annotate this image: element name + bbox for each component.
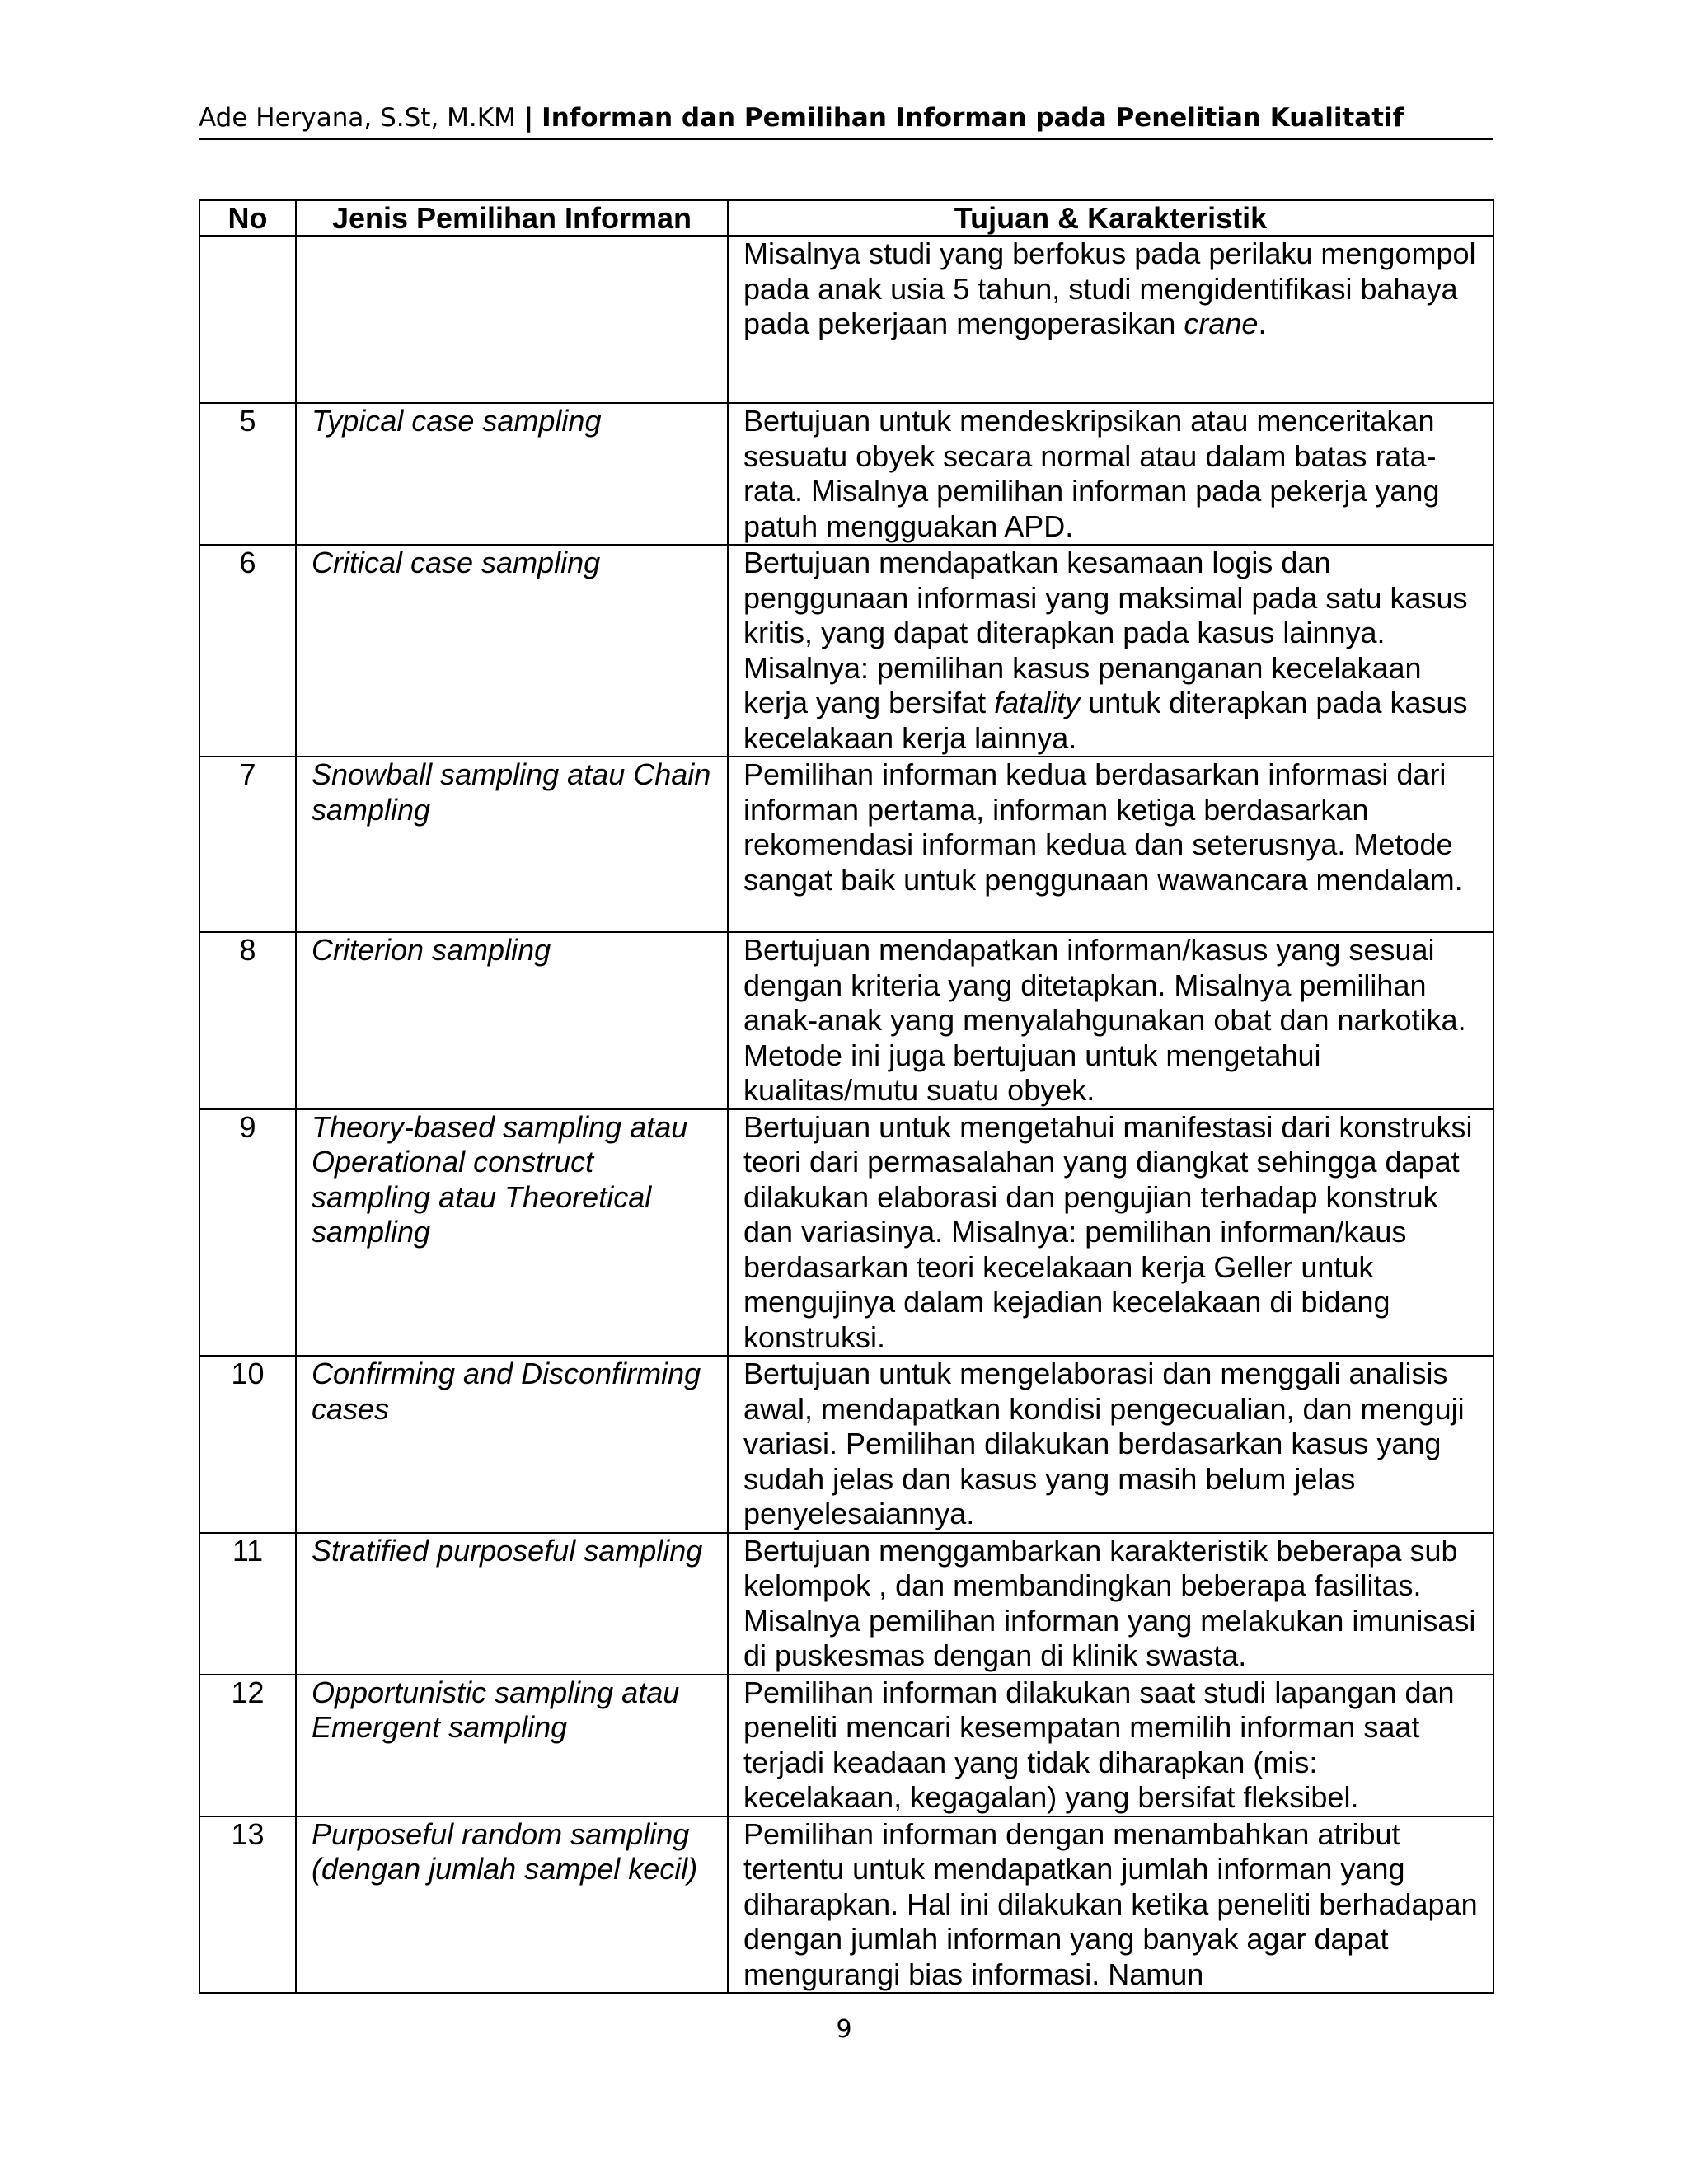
page-header (199, 97, 1493, 140)
table-row (199, 932, 1493, 1109)
row-tujuan-emphasis: fatality (994, 686, 1081, 719)
row-no: 10 (199, 1356, 296, 1533)
header-separator: | (523, 103, 534, 133)
table-row (199, 1675, 1493, 1816)
informan-table (199, 199, 1494, 1994)
row-jenis: Opportunistic sampling atau Emergent sampling (296, 1675, 728, 1816)
row-tujuan: Bertujuan menggambarkan karakteristik beberapa sub kelompok , dan membandingkan beberapa fasilitas. Misalnya pemilihan informan yang melakukan imunisasi di puskesmas dengan di klinik swasta. (728, 1533, 1493, 1675)
row-no: 7 (199, 757, 296, 932)
column-header-jenis: Jenis Pemilihan Informan (296, 200, 728, 236)
row-no: 13 (199, 1816, 296, 1994)
row-no (199, 236, 296, 403)
row-no: 6 (199, 545, 296, 757)
row-tujuan (728, 236, 1493, 403)
row-tujuan-text: Bertujuan mendapatkan kesamaan logis dan penggunaan informasi yang maksimal pada satu kasus kritis, yang dapat diterapkan pada kasus lainnya. Misalnya: pemilihan kasus penanganan kecelakaan kerja yang bersifat (743, 546, 1468, 719)
row-jenis: Criterion sampling (296, 932, 728, 1109)
row-tujuan: Bertujuan untuk mengelaborasi dan menggali analisis awal, mendapatkan kondisi pengecualian, dan menguji variasi. Pemilihan dilakukan berdasarkan kasus yang sudah jelas dan kasus yang masih belum jelas penyelesaiannya. (728, 1356, 1493, 1533)
row-jenis: Confirming and Disconfirming cases (296, 1356, 728, 1533)
column-header-tujuan: Tujuan & Karakteristik (728, 200, 1493, 236)
row-tujuan: Pemilihan informan kedua berdasarkan informasi dari informan pertama, informan ketiga berdasarkan rekomendasi informan kedua dan seterusnya. Metode sangat baik untuk penggunaan wawancara mendalam. (728, 757, 1493, 932)
row-no: 5 (199, 403, 296, 545)
row-jenis: Snowball sampling atau Chain sampling (296, 757, 728, 932)
row-jenis: Stratified purposeful sampling (296, 1533, 728, 1675)
row-no: 8 (199, 932, 296, 1109)
header-title: Informan dan Pemilihan Informan pada Penelitian Kualitatif (542, 103, 1404, 133)
row-no: 9 (199, 1109, 296, 1357)
table-row (199, 236, 1493, 403)
row-tujuan-text: Misalnya studi yang berfokus pada perilaku mengompol pada anak usia 5 tahun, studi mengidentifikasi bahaya pada pekerjaan mengoperasikan (743, 237, 1476, 340)
row-jenis: Purposeful random sampling (dengan jumlah sampel kecil) (296, 1816, 728, 1994)
row-jenis: Theory-based sampling atau Operational construct sampling atau Theoretical sampling (296, 1109, 728, 1357)
row-jenis: Critical case sampling (296, 545, 728, 757)
table-row (199, 757, 1493, 932)
page-number: 9 (836, 2015, 852, 2044)
row-tujuan-tail: untuk diterapkan pada kasus kecelakaan kerja lainnya. (743, 686, 1468, 755)
column-header-no: No (199, 200, 296, 236)
row-tujuan: Bertujuan untuk mendeskripsikan atau menceritakan sesuatu obyek secara normal atau dalam batas rata-rata. Misalnya pemilihan informan pada pekerja yang patuh mengguakan APD. (728, 403, 1493, 545)
row-jenis (296, 236, 728, 403)
row-tujuan: Pemilihan informan dengan menambahkan atribut tertentu untuk mendapatkan jumlah informan yang diharapkan. Hal ini dilakukan ketika peneliti berhadapan dengan jumlah informan yang banyak agar dapat mengurangi bias informasi. Namun (728, 1816, 1493, 1994)
table-header-row (199, 200, 1493, 236)
row-tujuan: Pemilihan informan dilakukan saat studi lapangan dan peneliti mencari kesempatan memilih informan saat terjadi keadaan yang tidak diharapkan (mis: kecelakaan, kegagalan) yang bersifat fleksibel. (728, 1675, 1493, 1816)
row-tujuan: Bertujuan untuk mengetahui manifestasi dari konstruksi teori dari permasalahan yang diangkat sehingga dapat dilakukan elaborasi dan pengujian terhadap konstruk dan variasinya. Misalnya: pemilihan informan/kaus berdasarkan teori kecelakaan kerja Geller untuk mengujinya dalam kejadian kecelakaan di bidang konstruksi. (728, 1109, 1493, 1357)
table-row (199, 1533, 1493, 1675)
row-tujuan: Bertujuan mendapatkan informan/kasus yang sesuai dengan kriteria yang ditetapkan. Misalnya pemilihan anak-anak yang menyalahgunakan obat dan narkotika. Metode ini juga bertujuan untuk mengetahui kualitas/mutu suatu obyek. (728, 932, 1493, 1109)
row-no: 11 (199, 1533, 296, 1675)
header-author: Ade Heryana, S.St, M.KM (199, 103, 516, 133)
table-row (199, 1816, 1493, 1994)
row-tujuan-tail: . (1258, 307, 1267, 340)
table-row (199, 1356, 1493, 1533)
row-tujuan-emphasis: crane (1184, 307, 1259, 340)
table-row (199, 403, 1493, 545)
row-jenis: Typical case sampling (296, 403, 728, 545)
table-row (199, 1109, 1493, 1357)
row-no: 12 (199, 1675, 296, 1816)
row-tujuan (728, 545, 1493, 757)
table-row (199, 545, 1493, 757)
